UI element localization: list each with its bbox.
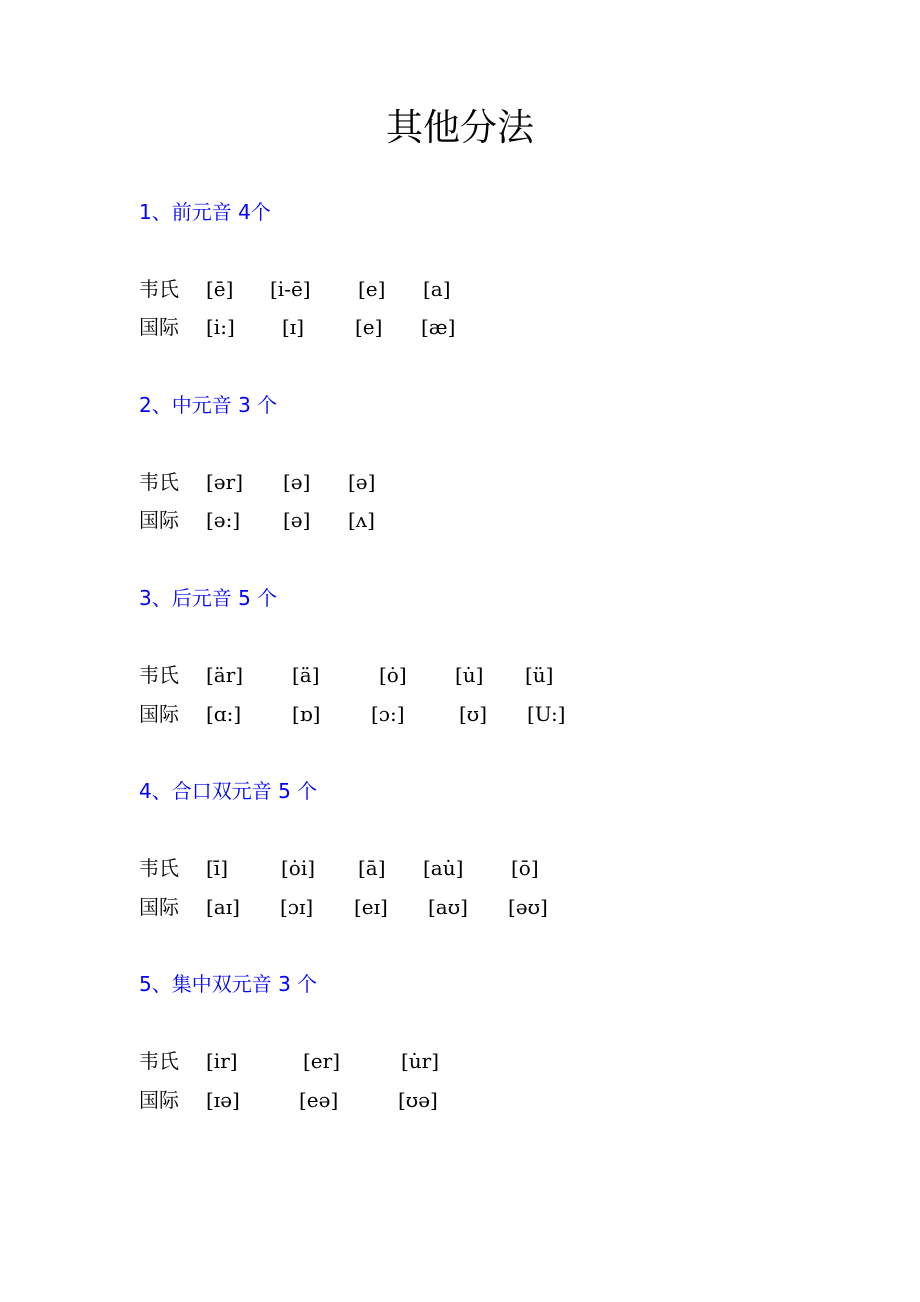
phonetic-symbol: [ü]	[525, 663, 554, 687]
row-ipa-central-vowels	[139, 507, 839, 533]
phonetic-symbol: [ʊ]	[459, 702, 488, 726]
phonetic-symbol: [ī]	[206, 856, 229, 880]
row-label-webster: 韦氏	[139, 470, 179, 494]
row-label-webster: 韦氏	[139, 663, 179, 687]
phonetic-symbol: [ɔɪ]	[280, 895, 314, 919]
row-webster-centering-diphthongs	[139, 1048, 839, 1074]
section-heading-central-vowels: 2、中元音 3 个	[139, 393, 278, 417]
phonetic-symbol: [ȯi]	[281, 856, 316, 880]
section-heading-back-vowels: 3、后元音 5 个	[139, 586, 278, 610]
page-title: 其他分法	[386, 106, 534, 149]
row-label-webster: 韦氏	[139, 277, 179, 301]
row-label-ipa: 国际	[139, 895, 179, 919]
phonetic-symbol: [ər]	[206, 470, 244, 494]
row-webster-central-vowels	[139, 469, 839, 495]
phonetic-symbol: [a]	[423, 277, 451, 301]
row-label-ipa: 国际	[139, 702, 179, 726]
phonetic-symbol: [i-ē]	[270, 277, 311, 301]
phonetic-symbol: [eɪ]	[354, 895, 388, 919]
row-label-webster: 韦氏	[139, 856, 179, 880]
section-heading-centering-diphthongs: 5、集中双元音 3 个	[139, 972, 318, 996]
row-webster-closing-diphthongs	[139, 855, 839, 881]
phonetic-symbol: [ir]	[206, 1049, 238, 1073]
phonetic-symbol: [aʊ]	[428, 895, 468, 919]
phonetic-symbol: [ə]	[283, 508, 311, 532]
section-heading-front-vowels: 1、前元音 4个	[139, 200, 271, 224]
row-label-ipa: 国际	[139, 315, 179, 339]
phonetic-symbol: [ɑ:]	[206, 702, 242, 726]
row-webster-front-vowels	[139, 276, 839, 302]
phonetic-symbol: [ə:]	[206, 508, 241, 532]
row-ipa-closing-diphthongs	[139, 894, 839, 920]
row-label-webster: 韦氏	[139, 1049, 179, 1073]
phonetic-symbol: [ä]	[292, 663, 320, 687]
phonetic-symbol: [u̇]	[455, 663, 484, 687]
row-label-ipa: 国际	[139, 508, 179, 532]
phonetic-symbol: [æ]	[421, 315, 456, 339]
phonetic-symbol: [aɪ]	[206, 895, 240, 919]
phonetic-symbol: [əʊ]	[508, 895, 548, 919]
row-label-ipa: 国际	[139, 1088, 179, 1112]
row-ipa-back-vowels	[139, 701, 839, 727]
row-webster-back-vowels	[139, 662, 839, 688]
phonetic-symbol: [ɪ]	[282, 315, 305, 339]
phonetic-symbol: [u̇r]	[401, 1049, 440, 1073]
phonetic-symbol: [är]	[206, 663, 244, 687]
phonetic-symbol: [ə]	[283, 470, 311, 494]
phonetic-symbol: [i:]	[206, 315, 235, 339]
phonetic-symbol: [ʌ]	[348, 508, 375, 532]
phonetic-symbol: [er]	[303, 1049, 341, 1073]
phonetic-symbol: [e]	[358, 277, 386, 301]
phonetic-symbol: [ʊə]	[398, 1088, 438, 1112]
phonetic-symbol: [ɔ:]	[371, 702, 405, 726]
phonetic-symbol: [ō]	[511, 856, 539, 880]
phonetic-symbol: [U:]	[527, 702, 566, 726]
phonetic-symbol: [ɒ]	[292, 702, 321, 726]
row-ipa-centering-diphthongs	[139, 1087, 839, 1113]
section-heading-closing-diphthongs: 4、合口双元音 5 个	[139, 779, 318, 803]
phonetic-symbol: [eə]	[299, 1088, 339, 1112]
phonetic-symbol: [ə]	[348, 470, 376, 494]
phonetic-symbol: [ȯ]	[379, 663, 407, 687]
phonetic-symbol: [ē]	[206, 277, 234, 301]
phonetic-symbol: [ɪə]	[206, 1088, 240, 1112]
phonetic-symbol: [e]	[355, 315, 383, 339]
phonetic-symbol: [ā]	[358, 856, 386, 880]
row-ipa-front-vowels	[139, 314, 839, 340]
phonetic-symbol: [au̇]	[423, 856, 464, 880]
